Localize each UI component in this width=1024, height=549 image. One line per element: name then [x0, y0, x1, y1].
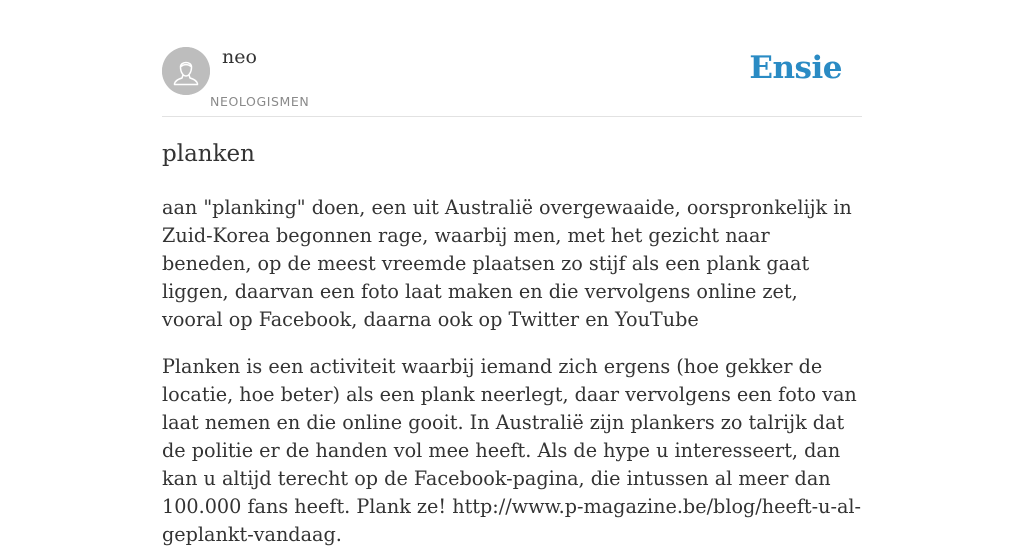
entry-example: Planken is een activiteit waarbij iemand zich ergens (hoe gekker de locatie, hoe beter) als een plank neerlegt, daar vervolgens een foto van laat nemen en die online gooit. In Australië zijn plankers zo talrijk dat de politie er de handen vol mee heeft. Als de hype u interesseert, dan kan u altijd terecht op de Facebook-pagina, die intussen al meer dan 100.000 fans heeft. Plank ze! http://www.p-magazine.be/blog/heeft-u-al-geplankt-vandaag.	[162, 355, 862, 546]
site-logo[interactable]: Ensie	[749, 50, 842, 86]
entry-title: planken	[162, 141, 255, 167]
category-label[interactable]: NEOLOGISMEN	[210, 94, 310, 109]
user-silhouette-icon	[162, 47, 210, 95]
entry-definition: aan "planking" doen, een uit Australië overgewaaide, oorspronkelijk in Zuid-Korea begonnen rage, waarbij men, met het gezicht naar beneden, op de meest vreemde plaatsen zo stijf als een plank gaat liggen, daarvan een foto laat maken en die vervolgens online zet, vooral op Facebook, daarna ook op Twitter en YouTube	[162, 196, 852, 331]
username[interactable]: neo	[222, 46, 257, 68]
entry-content	[162, 138, 862, 549]
avatar[interactable]	[162, 47, 210, 95]
header	[162, 0, 862, 117]
